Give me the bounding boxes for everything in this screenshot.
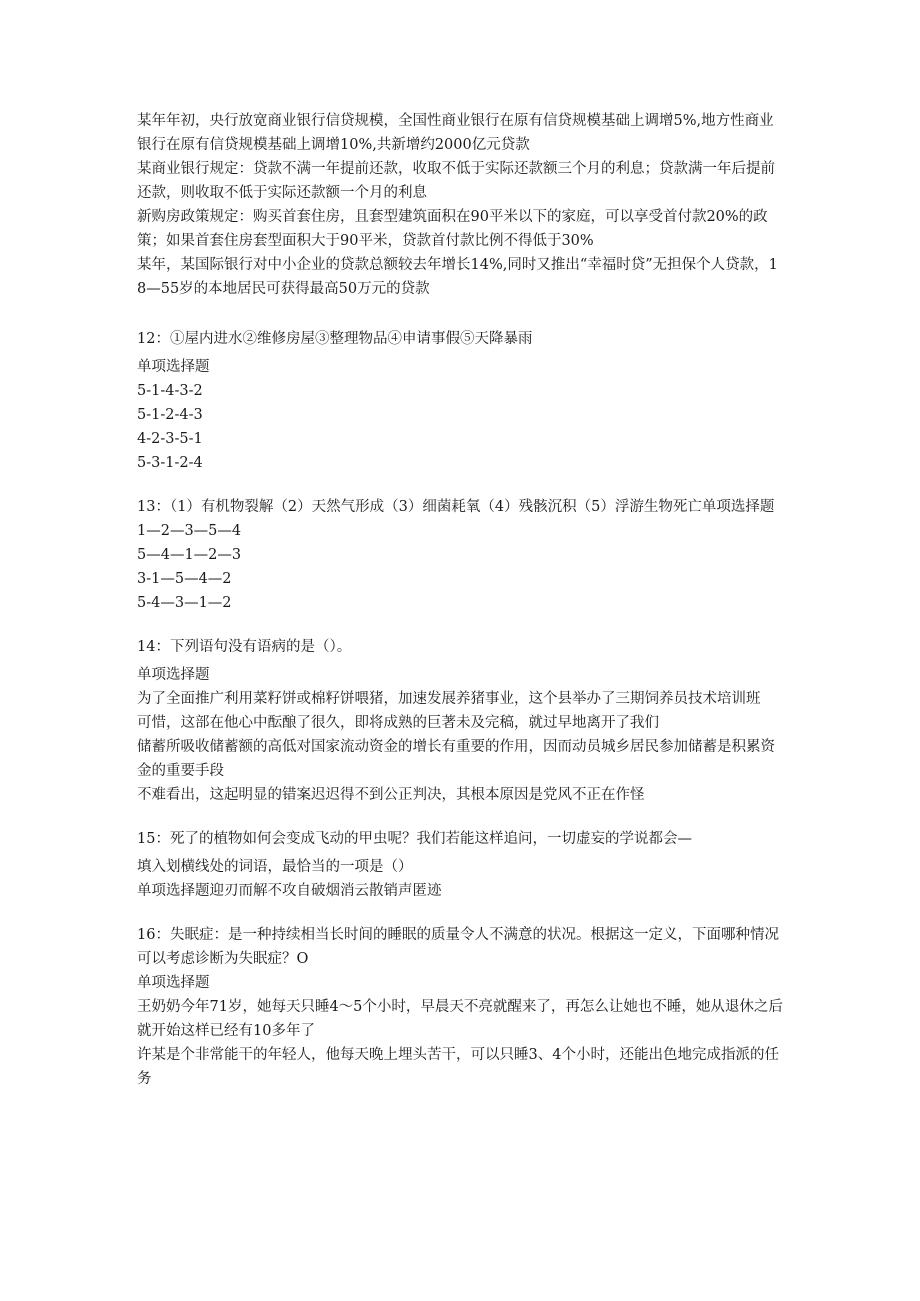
intro-paragraph: 某年，某国际银行对中小企业的贷款总额较去年增长14%,同时又推出“幸福时贷”无担保个人贷款，18—55岁的本地居民可获得最高50万元的贷款 bbox=[137, 257, 778, 297]
option-item: 4-2-3-5-1 bbox=[137, 431, 203, 447]
question-12 bbox=[137, 327, 787, 475]
question-title: 15：死了的植物如何会变成飞动的甲虫呢？我们若能这样追问，一切虚妄的学说都会— bbox=[137, 831, 692, 847]
option-item: 3-1—5—4—2 bbox=[137, 571, 232, 587]
option-item: 王奶奶今年71岁，她每天只睡4～5个小时，早晨天不亮就醒来了，再怎么让她也不睡，她从退休之后就开始这样已经有10多年了 bbox=[137, 999, 783, 1039]
option-item: 5-4—3—1—2 bbox=[137, 595, 232, 611]
question-14 bbox=[137, 635, 787, 807]
intro-section bbox=[137, 109, 787, 301]
question-type: 单项选择题 bbox=[137, 667, 210, 683]
question-type-and-options: 单项选择题迎刃而解不攻自破烟消云散销声匿迹 bbox=[137, 883, 442, 899]
option-item: 储蓄所吸收储蓄额的高低对国家流动资金的增长有重要的作用，因而动员城乡居民参加储蓄是积累资金的重要手段 bbox=[137, 739, 775, 779]
document-content bbox=[137, 109, 787, 1091]
question-type: 单项选择题 bbox=[137, 359, 210, 375]
question-title: 16：失眠症：是一种持续相当长时间的睡眠的质量令人不满意的状况。根据这一定义，下面哪种情况可以考虑诊断为失眠症？O bbox=[137, 927, 779, 967]
question-title: 14：下列语句没有语病的是（）。 bbox=[137, 639, 352, 655]
question-title: 13：（1）有机物裂解（2）天然气形成（3）细菌耗氧（4）残骸沉积（5）浮游生物死亡单项选择题 bbox=[137, 499, 775, 515]
option-item: 5-1-4-3-2 bbox=[137, 383, 203, 399]
option-item: 1—2—3—5—4 bbox=[137, 523, 242, 539]
intro-paragraph: 某商业银行规定：贷款不满一年提前还款，收取不低于实际还款额三个月的利息；贷款满一年后提前还款，则收取不低于实际还款额一个月的利息 bbox=[137, 161, 775, 201]
question-15 bbox=[137, 827, 787, 903]
intro-paragraph: 新购房政策规定：购买首套住房，且套型建筑面积在90平米以下的家庭，可以享受首付款20%的政策；如果首套住房套型面积大于90平米，贷款首付款比例不得低于30% bbox=[137, 209, 768, 249]
option-item: 为了全面推广利用菜籽饼或棉籽饼喂猪，加速发展养猪事业，这个县举办了三期饲养员技术培训班 bbox=[137, 691, 761, 707]
question-type: 单项选择题 bbox=[137, 975, 210, 991]
option-item: 许某是个非常能干的年轻人，他每天晚上埋头苦干，可以只睡3、4个小时，还能出色地完成指派的任务 bbox=[137, 1047, 779, 1087]
question-13 bbox=[137, 495, 787, 615]
question-16 bbox=[137, 923, 787, 1091]
question-prompt: 填入划横线处的词语，最恰当的一项是（） bbox=[137, 859, 413, 875]
option-item: 不难看出，这起明显的错案迟迟得不到公正判决，其根本原因是党风不正在作怪 bbox=[137, 787, 645, 803]
option-item: 5—4—1—2—3 bbox=[137, 547, 242, 563]
question-title: 12：①屋内进水②维修房屋③整理物品④申请事假⑤天降暴雨 bbox=[137, 331, 533, 347]
option-item: 可惜，这部在他心中酝酿了很久，即将成熟的巨著未及完稿，就过早地离开了我们 bbox=[137, 715, 659, 731]
option-item: 5-1-2-4-3 bbox=[137, 407, 203, 423]
intro-paragraph: 某年年初，央行放宽商业银行信贷规模，全国性商业银行在原有信贷规模基础上调增5%,地方性商业银行在原有信贷规模基础上调增10%,共新增约2000亿元贷款 bbox=[137, 113, 774, 153]
option-item: 5-3-1-2-4 bbox=[137, 455, 203, 471]
